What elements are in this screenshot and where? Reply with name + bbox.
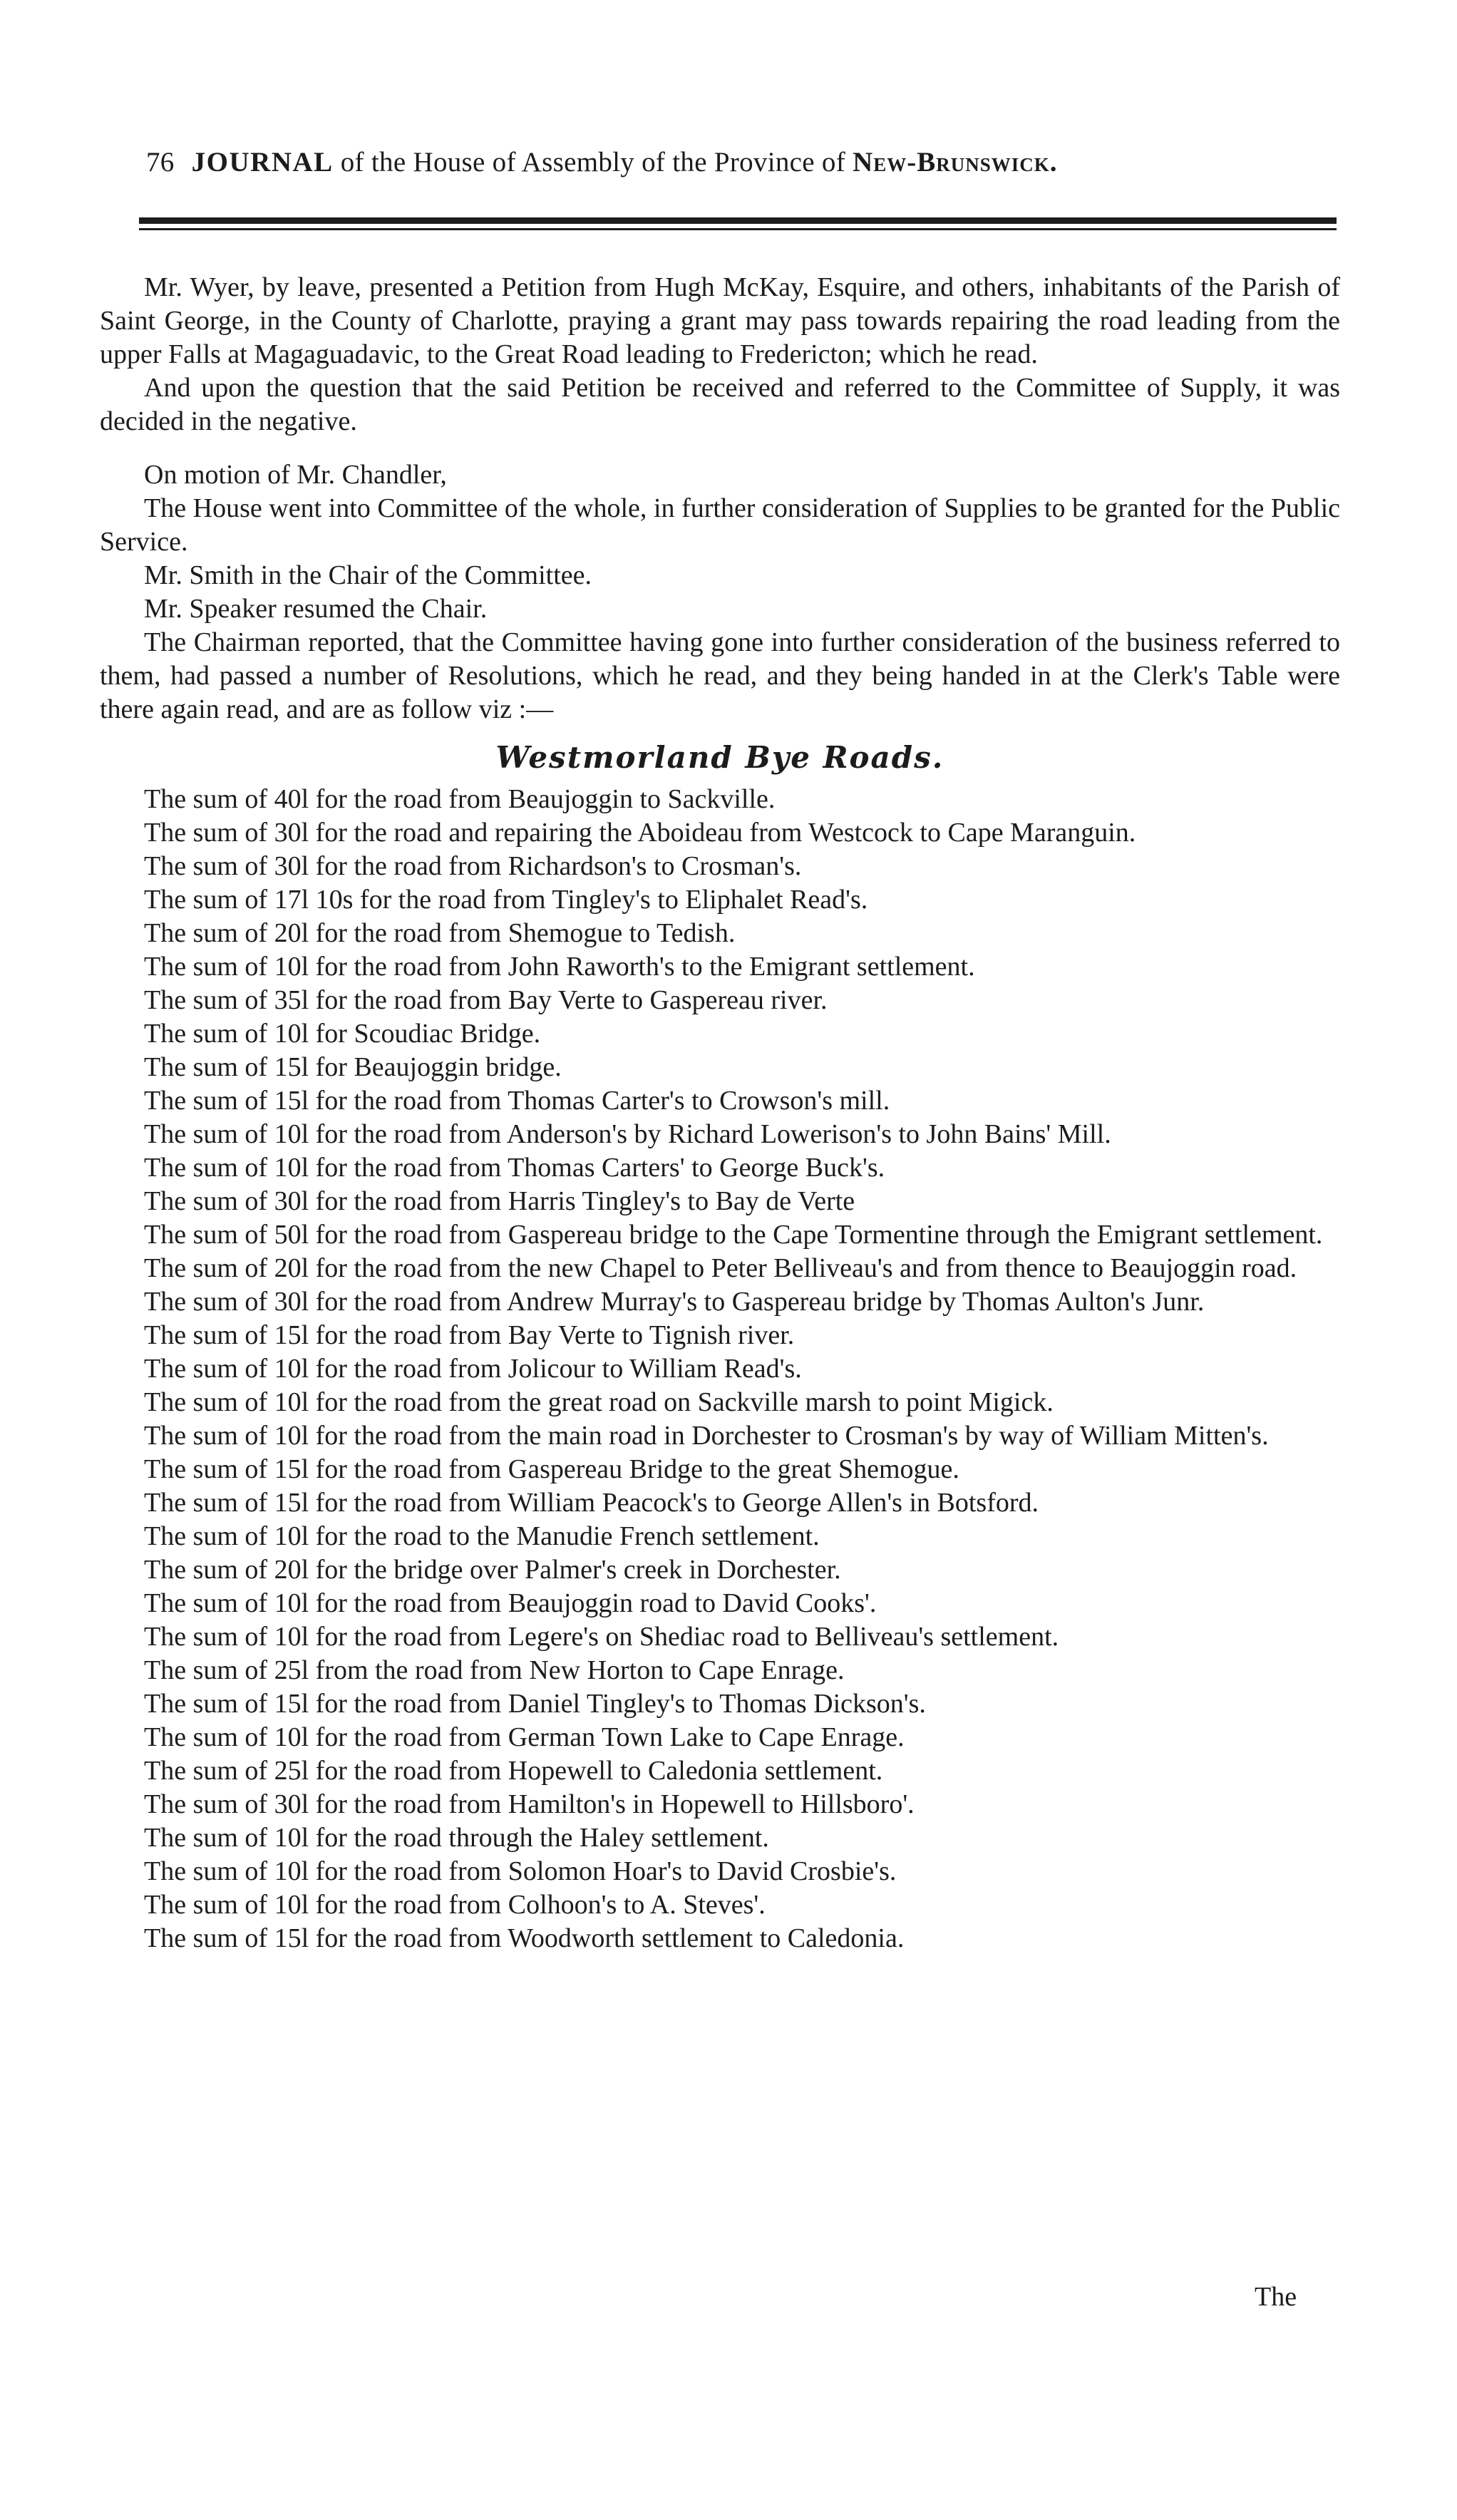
page-header: [146, 146, 1322, 178]
resolution-item: The sum of 30l for the road from Harris Tingley's to Bay de Verte: [144, 1186, 855, 1216]
resolution-item: The sum of 10l for the road from the main road in Dorchester to Crosman's by way of William Mitten's.: [144, 1421, 1269, 1451]
resolution-item: The sum of 10l for Scoudiac Bridge.: [144, 1019, 541, 1049]
catchword: The: [1255, 2282, 1297, 2312]
resolution-item: The sum of 10l for the road from Beaujoggin road to David Cooks'.: [144, 1588, 877, 1618]
resolution-item: The sum of 10l for the road through the Haley settlement.: [144, 1823, 769, 1853]
resolution-item: The sum of 17l 10s for the road from Tingley's to Eliphalet Read's.: [144, 885, 868, 915]
resolution-item: The sum of 10l for the road from Jolicour to William Read's.: [144, 1354, 802, 1384]
page-number: 76: [146, 147, 175, 178]
resolution-item: The sum of 10l for the road from Colhoon's to A. Steves'.: [144, 1890, 766, 1920]
resolution-item: The sum of 10l for the road from Thomas Carters' to George Buck's.: [144, 1153, 885, 1183]
resolutions-list: [100, 783, 1340, 1955]
resolution-item: The sum of 15l for the road from Gaspereau Bridge to the great Shemogue.: [144, 1454, 959, 1484]
resolution-item: The sum of 30l for the road from Hamilton's in Hopewell to Hillsboro'.: [144, 1789, 915, 1819]
resolution-item: The sum of 35l for the road from Bay Verte to Gaspereau river.: [144, 985, 828, 1015]
journal-title-rest: of the House of Assembly of the Province of: [340, 147, 846, 178]
resolution-item: The sum of 10l for the road from Legere's on Shediac road to Belliveau's settlement.: [144, 1622, 1059, 1652]
resolution-item: The sum of 30l for the road from Andrew Murray's to Gaspereau bridge by Thomas Aulton's Junr.: [144, 1287, 1205, 1317]
province-name: New-Brunswick.: [853, 147, 1058, 178]
resolution-item: The sum of 20l for the bridge over Palmer's creek in Dorchester.: [144, 1555, 841, 1585]
header-rule-thick: [139, 217, 1337, 224]
resolution-item: The sum of 25l from the road from New Horton to Cape Enrage.: [144, 1655, 845, 1685]
resolution-item: The sum of 30l for the road from Richardson's to Crosman's.: [144, 851, 802, 881]
chairman-report-paragraph: The Chairman reported, that the Committee having gone into further consideration of the business referred to them, had passed a number of Resolutions, which he read, and they being handed in at the Clerk's Table were there again read, and are as follow viz :—: [100, 627, 1340, 724]
committee-paragraph: The House went into Committee of the whole, in further consideration of Supplies to be granted for the Public Service.: [100, 493, 1340, 557]
header-rule-thin: [139, 228, 1337, 230]
resolution-item: The sum of 15l for the road from Thomas Carter's to Crowson's mill.: [144, 1086, 890, 1116]
petition-decision-paragraph: And upon the question that the said Petition be received and referred to the Committee of Supply, it was decided in the negative.: [100, 373, 1340, 436]
motion-paragraph: On motion of Mr. Chandler,: [144, 460, 447, 490]
resolution-item: The sum of 15l for Beaujoggin bridge.: [144, 1052, 562, 1082]
resolution-item: The sum of 20l for the road from the new Chapel to Peter Belliveau's and from thence to Beaujoggin road.: [144, 1253, 1297, 1283]
speaker-paragraph: Mr. Speaker resumed the Chair.: [144, 594, 488, 624]
resolution-item: The sum of 10l for the road from Anderson's by Richard Lowerison's to John Bains' Mill.: [144, 1119, 1111, 1149]
chair-paragraph: Mr. Smith in the Chair of the Committee.: [144, 560, 592, 590]
resolution-item: The sum of 15l for the road from Woodworth settlement to Caledonia.: [144, 1923, 905, 1953]
petition-paragraph: Mr. Wyer, by leave, presented a Petition from Hugh McKay, Esquire, and others, inhabitants of the Parish of Saint George, in the County of Charlotte, praying a grant may pass towards repairing the road leading from the upper Falls at Magaguadavic, to the Great Road leading to Fredericton; which he read.: [100, 272, 1340, 369]
page-body: [100, 271, 1340, 1955]
resolution-item: The sum of 50l for the road from Gaspereau bridge to the Cape Tormentine through the Emigrant settlement.: [144, 1220, 1323, 1250]
resolution-item: The sum of 15l for the road from Daniel Tingley's to Thomas Dickson's.: [144, 1689, 926, 1719]
resolution-item: The sum of 10l for the road from John Raworth's to the Emigrant settlement.: [144, 952, 975, 982]
resolution-item: The sum of 20l for the road from Shemogue to Tedish.: [144, 918, 736, 948]
resolution-item: The sum of 15l for the road from William Peacock's to George Allen's in Botsford.: [144, 1488, 1039, 1518]
resolution-item: The sum of 10l for the road from the great road on Sackville marsh to point Migick.: [144, 1387, 1054, 1417]
resolution-item: The sum of 15l for the road from Bay Verte to Tignish river.: [144, 1320, 795, 1350]
resolution-item: The sum of 10l for the road from Solomon Hoar's to David Crosbie's.: [144, 1856, 897, 1886]
resolution-item: The sum of 25l for the road from Hopewell to Caledonia settlement.: [144, 1756, 883, 1786]
section-title: Westmorland Bye Roads.: [495, 740, 944, 775]
resolution-item: The sum of 10l for the road from German Town Lake to Cape Enrage.: [144, 1722, 905, 1752]
resolution-item: The sum of 10l for the road to the Manudie French settlement.: [144, 1521, 820, 1551]
resolution-item: The sum of 30l for the road and repairing the Aboideau from Westcock to Cape Maranguin.: [144, 818, 1136, 848]
resolution-item: The sum of 40l for the road from Beaujoggin to Sackville.: [144, 784, 776, 814]
journal-title-word: JOURNAL: [191, 147, 334, 178]
